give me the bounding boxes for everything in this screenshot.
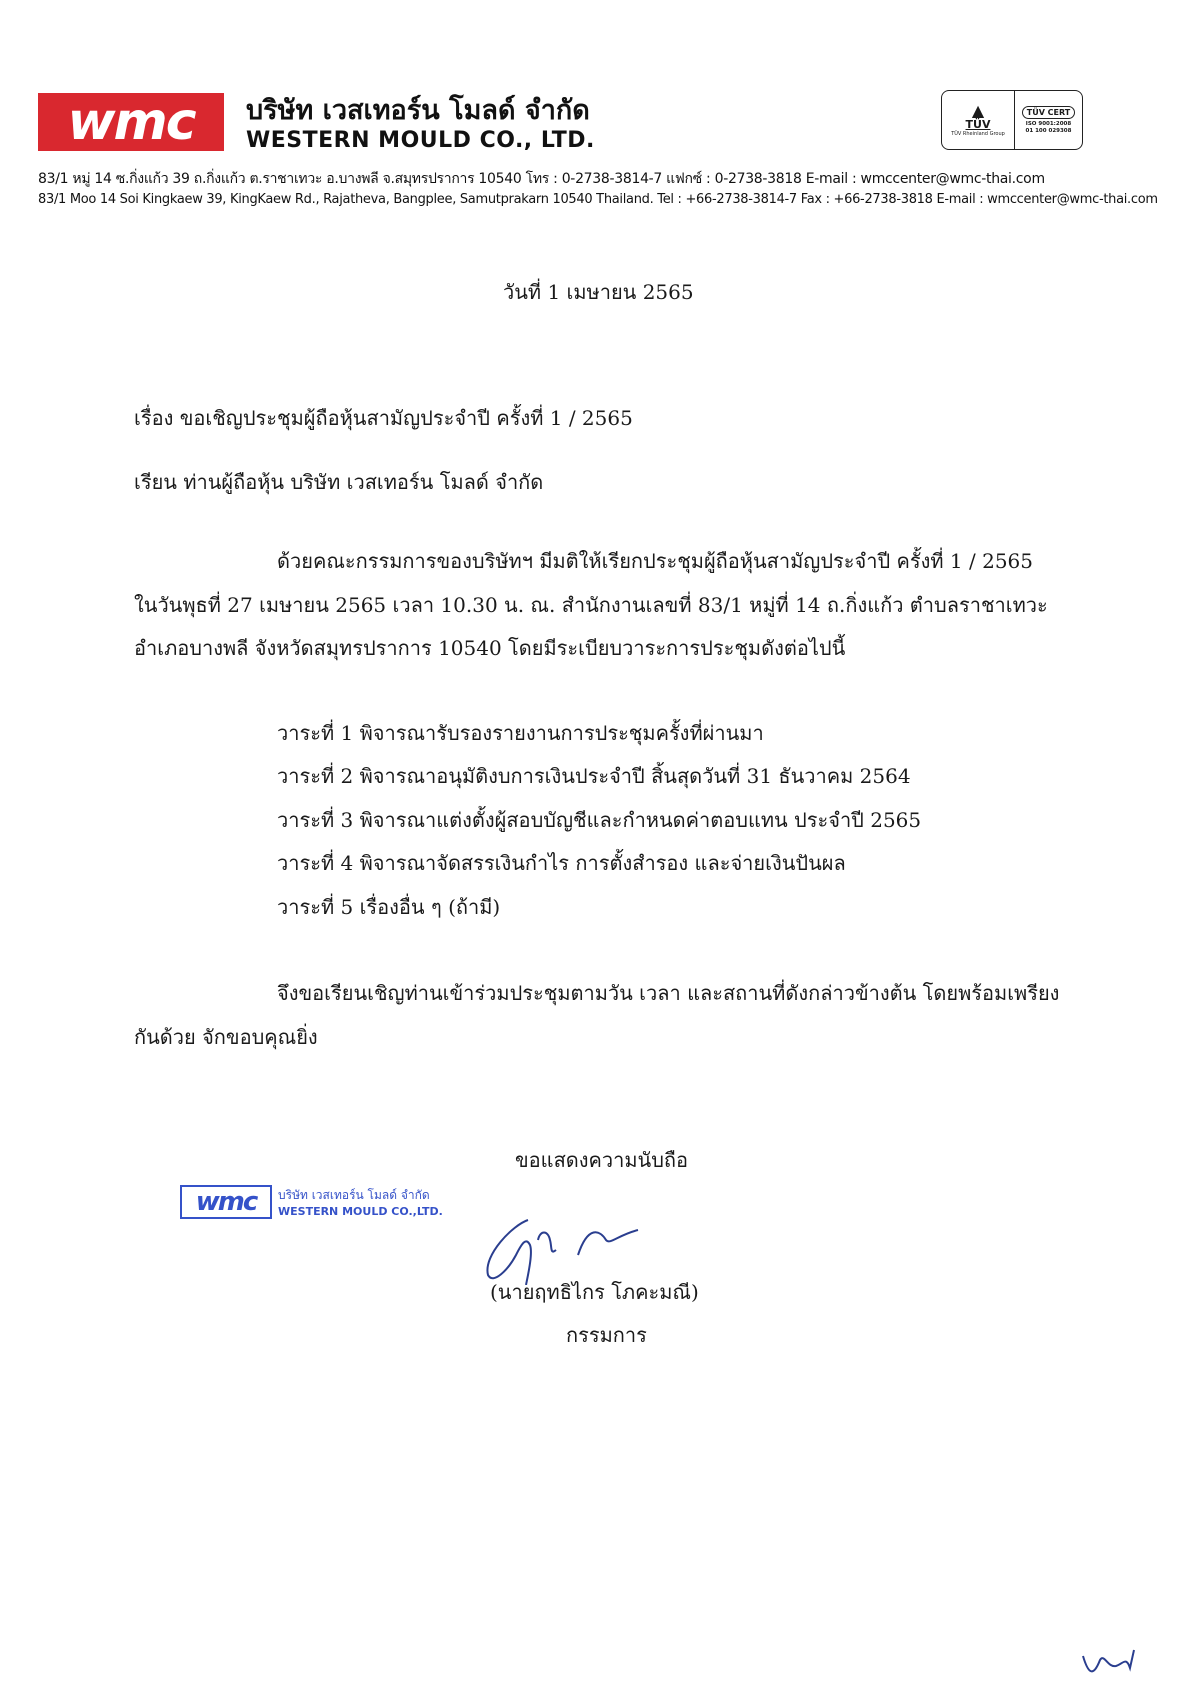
address-thai: 83/1 หมู่ 14 ซ.กิ่งแก้ว 39 ถ.กิ่งแก้ว ต.ราชาเทวะ อ.บางพลี จ.สมุทรปราการ 10540 โทร : 0-2738-3814-7 แฟกซ์ : 0-2738-3818 E-mail : wmccenter@wmc-thai.com bbox=[38, 171, 1045, 187]
agenda-item: วาระที่ 1 พิจารณารับรองรายงานการประชุมครั้งที่ผ่านมา bbox=[277, 721, 764, 745]
logo-text: wmc bbox=[67, 92, 195, 152]
iso-label: ISO 9001:2008 bbox=[1025, 120, 1072, 127]
certification-badge bbox=[941, 90, 1083, 150]
tuv-group-label: TÜV Rheinland Group bbox=[951, 131, 1005, 138]
letter-subject: เรื่อง ขอเชิญประชุมผู้ถือหุ้นสามัญประจำปี ครั้งที่ 1 / 2565 bbox=[134, 406, 633, 430]
agenda-item: วาระที่ 4 พิจารณาจัดสรรเงินกำไร การตั้งสำรอง และจ่ายเงินปันผล bbox=[277, 851, 846, 875]
signer-name: (นายฤทธิไกร โภคะมณี) bbox=[490, 1280, 699, 1304]
company-name-thai: บริษัท เวสเทอร์น โมลด์ จำกัด bbox=[246, 95, 590, 126]
closing-line: จึงขอเรียนเชิญท่านเข้าร่วมประชุมตามวัน เวลา และสถานที่ดังกล่าวข้างต้น โดยพร้อมเพรียง bbox=[277, 981, 1060, 1005]
tuv-cert-label: TÜV CERT bbox=[1022, 106, 1076, 119]
initials-mark bbox=[1078, 1648, 1148, 1680]
handwritten-signature bbox=[478, 1185, 668, 1285]
iso-cert bbox=[1015, 91, 1082, 149]
triangle-icon: ▲ bbox=[971, 100, 985, 120]
agenda-item: วาระที่ 3 พิจารณาแต่งตั้งผู้สอบบัญชีและกำหนดค่าตอบแทน ประจำปี 2565 bbox=[277, 808, 922, 832]
stamp-company-thai: บริษัท เวสเทอร์น โมลด์ จำกัด bbox=[278, 1188, 430, 1202]
signer-position: กรรมการ bbox=[566, 1323, 647, 1347]
address-english: 83/1 Moo 14 Soi Kingkaew 39, KingKaew Rd., Rajatheva, Bangplee, Samutprakarn 10540 Thailand. Tel : +66-2738-3814-7 Fax : +66-2738-3818 E-mail : wmccenter@wmc-thai.com bbox=[38, 192, 1158, 207]
stamp-company-english: WESTERN MOULD CO.,LTD. bbox=[278, 1205, 443, 1218]
intro-line: ด้วยคณะกรรมการของบริษัทฯ มีมติให้เรียกประชุมผู้ถือหุ้นสามัญประจำปี ครั้งที่ 1 / 2565 bbox=[277, 549, 1034, 573]
letter-salutation: เรียน ท่านผู้ถือหุ้น บริษัท เวสเทอร์น โมลด์ จำกัด bbox=[134, 470, 544, 494]
closing-line: กันด้วย จักขอบคุณยิ่ง bbox=[134, 1025, 318, 1049]
company-logo bbox=[38, 93, 224, 151]
agenda-item: วาระที่ 5 เรื่องอื่น ๆ (ถ้ามี) bbox=[277, 895, 501, 919]
cert-number: 01 100 029308 bbox=[1025, 127, 1072, 134]
letter-date: วันที่ 1 เมษายน 2565 bbox=[503, 280, 694, 304]
company-name-english: WESTERN MOULD CO., LTD. bbox=[246, 128, 595, 153]
intro-line: อำเภอบางพลี จังหวัดสมุทรปราการ 10540 โดยมีระเบียบวาระการประชุมดังต่อไปนี้ bbox=[134, 636, 846, 660]
agenda-item: วาระที่ 2 พิจารณาอนุมัติงบการเงินประจำปี สิ้นสุดวันที่ 31 ธันวาคม 2564 bbox=[277, 764, 911, 788]
closing-regards: ขอแสดงความนับถือ bbox=[515, 1148, 689, 1172]
tuv-label: TÜV bbox=[965, 117, 991, 131]
tuv-mark bbox=[942, 91, 1015, 149]
company-stamp bbox=[180, 1185, 443, 1219]
intro-line: ในวันพุธที่ 27 เมษายน 2565 เวลา 10.30 น. ณ. สำนักงานเลขที่ 83/1 หมู่ที่ 14 ถ.กิ่งแก้ว ตำบลราชาเทวะ bbox=[134, 593, 1048, 617]
stamp-logo: wmc bbox=[180, 1185, 272, 1219]
stamp-text bbox=[278, 1186, 443, 1218]
